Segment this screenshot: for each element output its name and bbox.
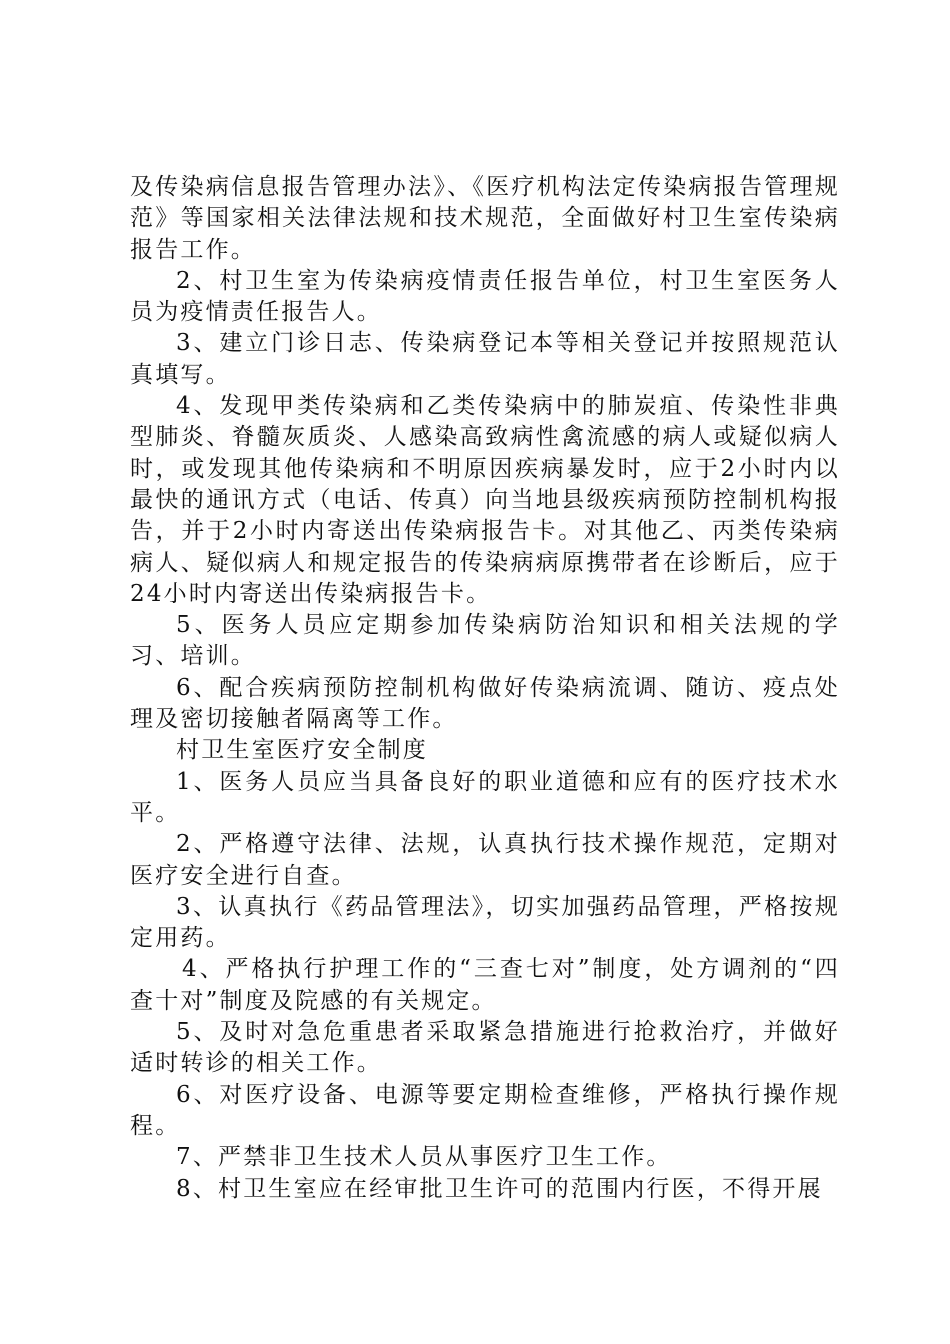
paragraph-6: 6、配合疾病预防控制机构做好传染病流调、随访、疫点处理及密切接触者隔离等工作。 bbox=[130, 674, 840, 733]
paragraph-4: 4、发现甲类传染病和乙类传染病中的肺炭疽、传染性非典型肺炎、脊髓灰质炎、人感染高致病性禽流感的病人或疑似病人时，或发现其他传染病和不明原因疾病暴发时，应于2小时内以最快的通讯方式（电话、传真）向当地县级疾病预防控制机构报告，并于2小时内寄送出传染病报告卡。对其他乙、丙类传染病病人、疑似病人和规定报告的传染病病原携带者在诊断后，应于24小时内寄送出传染病报告卡。 bbox=[130, 393, 840, 607]
paragraph-3: 3、建立门诊日志、传染病登记本等相关登记并按照规范认真填写。 bbox=[130, 330, 840, 388]
paragraph-9: 3、认真执行《药品管理法》，切实加强药品管理，严格按规定用药。 bbox=[130, 893, 840, 952]
paragraph-10: 4、严格执行护理工作的“三查七对”制度，处方调剂的“四查十对”制度及院感的有关规定。 bbox=[130, 956, 840, 1014]
paragraph-5: 5、医务人员应定期参加传染病防治知识和相关法规的学习、培训。 bbox=[130, 612, 840, 670]
section-heading: 村卫生室医疗安全制度 bbox=[176, 737, 428, 764]
paragraph-8: 2、严格遵守法律、法规，认真执行技术操作规范，定期对医疗安全进行自查。 bbox=[130, 831, 840, 889]
paragraph-12: 6、对医疗设备、电源等要定期检查维修，严格执行操作规程。 bbox=[130, 1081, 840, 1139]
paragraph-14: 8、村卫生室应在经审批卫生许可的范围内行医，不得开展 bbox=[176, 1175, 823, 1202]
paragraph-7: 1、医务人员应当具备良好的职业道德和应有的医疗技术水平。 bbox=[130, 768, 840, 826]
paragraph-1: 及传染病信息报告管理办法》、《医疗机构法定传染病报告管理规范》等国家相关法律法规和技术规范，全面做好村卫生室传染病报告工作。 bbox=[130, 174, 840, 263]
document-body bbox=[130, 172, 840, 1205]
paragraph-2: 2、村卫生室为传染病疫情责任报告单位，村卫生室医务人员为疫情责任报告人。 bbox=[130, 267, 840, 326]
paragraph-11: 5、及时对急危重患者采取紧急措施进行抢救治疗，并做好适时转诊的相关工作。 bbox=[130, 1019, 840, 1077]
paragraph-13: 7、严禁非卫生技术人员从事医疗卫生工作。 bbox=[176, 1144, 672, 1171]
